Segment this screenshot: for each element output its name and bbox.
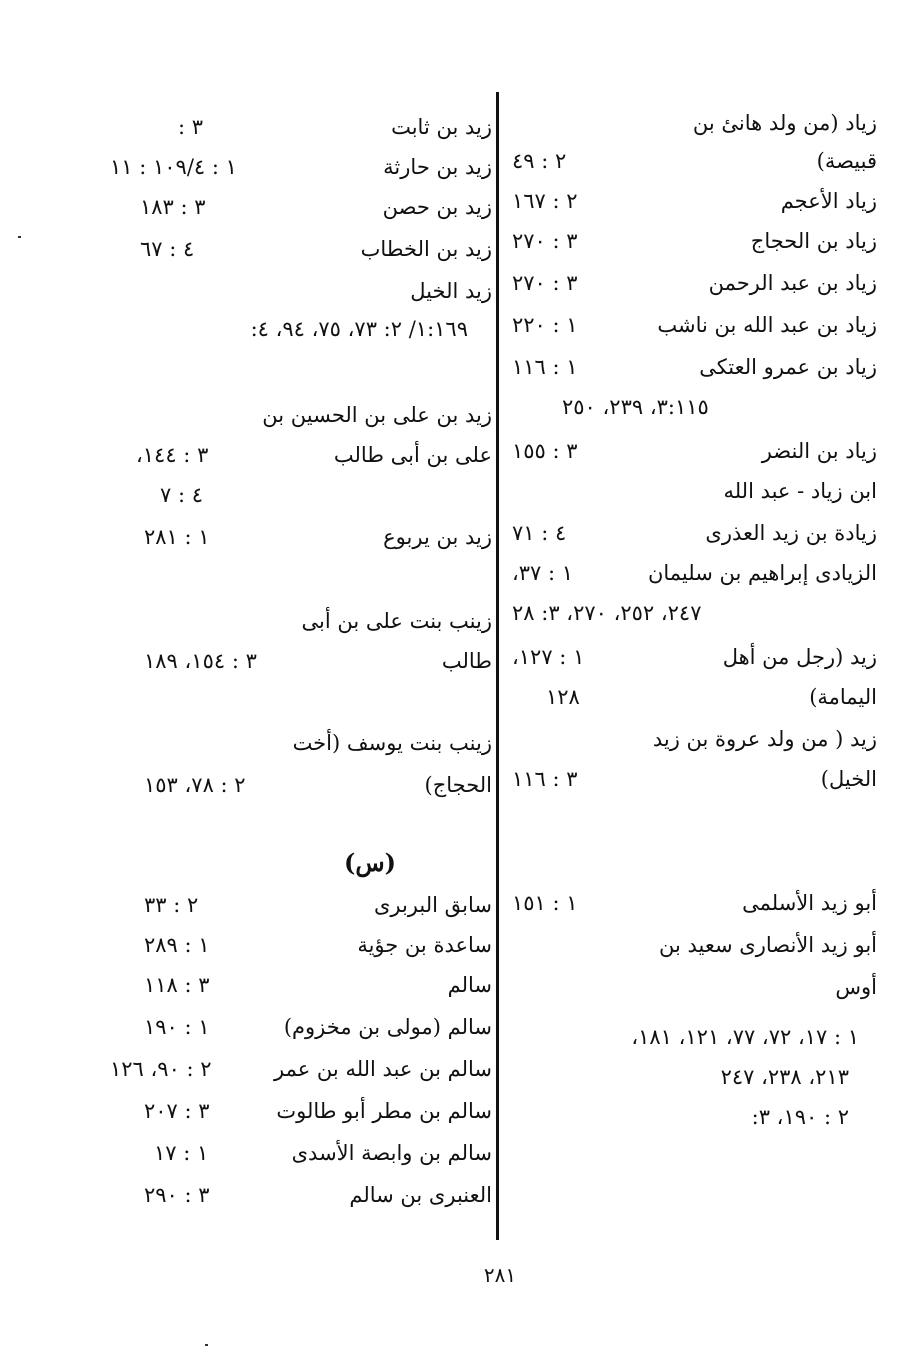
index-entry (512, 680, 877, 714)
index-entry (512, 722, 877, 756)
index-entry (110, 726, 492, 760)
index-entry (512, 516, 877, 550)
entry-name: سالم (مولى بن مخزوم) (283, 1015, 492, 1039)
entry-reference: ٤ : ٧ (160, 483, 203, 507)
index-entry-continuation (512, 596, 877, 630)
index-entry (512, 266, 877, 300)
entry-name: سالم بن عبد الله بن عمر (274, 1057, 492, 1081)
index-entry (110, 110, 492, 144)
section-heading: (س) (343, 848, 396, 877)
entry-name: زياد (من ولد هانئ بن (692, 111, 877, 135)
entry-name: زيادة بن زيد العذرى (705, 521, 877, 545)
index-entry (110, 150, 492, 184)
entry-name: طالب (441, 649, 492, 673)
entry-name: زياد بن عمرو العتكى (699, 355, 877, 379)
index-entry (110, 232, 492, 266)
entry-name: زياد بن النضر (761, 439, 877, 463)
entry-name: زيد بن حصن (382, 195, 492, 219)
index-entry (512, 928, 877, 962)
index-entry-continuation (512, 1060, 877, 1094)
entry-name: أبو زيد الأسلمى (742, 891, 877, 915)
entry-reference: ٢ : ٣٣ (144, 893, 199, 917)
entry-reference: ٣ : ٢٠٧ (144, 1099, 210, 1123)
entry-name: زياد الأعجم (780, 189, 877, 213)
entry-reference: ١ : ١٧ (154, 1141, 209, 1165)
index-entry (512, 144, 877, 178)
index-entry (512, 106, 877, 140)
index-entry (512, 970, 877, 1004)
index-entry (110, 190, 492, 224)
index-entry (110, 604, 492, 638)
entry-name: زيد بن ثابت (391, 115, 492, 139)
entry-reference: ٣ : ١٤٤، (136, 443, 209, 467)
index-entry (110, 1178, 492, 1212)
entry-name: زياد بن عبد الرحمن (708, 271, 877, 295)
entry-reference: ٤ : ٦٧ (140, 237, 195, 261)
index-entry (512, 474, 877, 508)
entry-name: أوس (835, 975, 877, 999)
entry-reference: ٢ : ١٦٧ (512, 189, 578, 213)
index-entry (512, 350, 877, 384)
entry-reference: ٢٤٧، ٢٥٢، ٢٧٠، ٣: ٢٨ (512, 601, 702, 625)
entry-name: على بن أبى طالب (333, 443, 492, 467)
entry-name: سالم (447, 973, 492, 997)
entry-reference: ١ : ١٢٧، (512, 645, 585, 669)
entry-reference: ١٢٨ (546, 685, 580, 709)
entry-name: زيد الخيل (410, 279, 492, 303)
index-entry (110, 888, 492, 922)
entry-name: قبيصة) (816, 149, 877, 173)
index-entry (512, 224, 877, 258)
index-entry-continuation (512, 390, 877, 424)
index-entry (512, 762, 877, 796)
scan-speck (18, 236, 21, 238)
entry-name: زينب بنت يوسف (أخت (292, 731, 492, 755)
entry-reference: ٢ : ٤٩ (512, 149, 567, 173)
entry-reference: ٢ : ١٩٠، ٣: (751, 1105, 849, 1129)
index-entry (512, 308, 877, 342)
entry-name: زيد (رجل من أهل (722, 645, 877, 669)
entry-reference: ٣ : ٢٧٠ (512, 271, 578, 295)
index-entry (110, 1136, 492, 1170)
entry-reference: ٢١٣، ٢٣٨، ٢٤٧ (720, 1065, 849, 1089)
index-entry (110, 274, 492, 308)
entry-name: زينب بنت على بن أبى (301, 609, 492, 633)
entry-reference: ٣ : ١١٨ (144, 973, 210, 997)
index-entry (110, 1094, 492, 1128)
entry-name: سالم بن وابصة الأسدى (291, 1141, 492, 1165)
entry-name: اليمامة) (809, 685, 877, 709)
index-entry (512, 184, 877, 218)
scan-speck (205, 1344, 208, 1346)
entry-reference: ٢ : ٩٠، ١٢٦ (110, 1057, 212, 1081)
index-entry-continuation (512, 1020, 877, 1054)
page-number: ٢٨١ (483, 1263, 517, 1287)
entry-name: زياد بن الحجاج (750, 229, 877, 253)
entry-reference: ١ : ٣٧، (512, 561, 574, 585)
entry-reference: ٣ : ١٥٤، ١٨٩ (144, 649, 257, 673)
entry-name: الخيل) (820, 767, 877, 791)
index-entry-continuation (512, 1100, 877, 1134)
index-entry (110, 438, 492, 472)
entry-name: زيد بن يربوع (383, 525, 492, 549)
index-entry (512, 886, 877, 920)
entry-reference: ١ : ١٥١ (512, 891, 578, 915)
index-entry (512, 640, 877, 674)
entry-reference: ٣:١١٥، ٢٣٩، ٢٥٠ (562, 395, 709, 419)
entry-name: سابق البربرى (373, 893, 492, 917)
index-entry (110, 968, 492, 1002)
index-entry (110, 520, 492, 554)
index-entry (512, 434, 877, 468)
entry-name: أبو زيد الأنصارى سعيد بن (659, 933, 877, 957)
entry-reference: ٣ : ١١٦ (512, 767, 578, 791)
index-entry (110, 928, 492, 962)
entry-name: ابن زياد - عبد الله (723, 479, 877, 503)
entry-name: الحجاج) (424, 773, 492, 797)
entry-name: زيد بن حارثة (383, 155, 492, 179)
index-entry (512, 556, 877, 590)
entry-reference: ١:١٦٩/ ٢: ٧٣، ٧٥، ٩٤، ٤: (250, 317, 468, 341)
entry-reference: ٣ : ٢٧٠ (512, 229, 578, 253)
entry-reference: ١ : ١٩٠ (144, 1015, 210, 1039)
entry-reference: ١ : ٢٢٠ (512, 313, 578, 337)
index-entry (110, 768, 492, 802)
entry-name: زيد ( من ولد عروة بن زيد (652, 727, 877, 751)
entry-name: زياد بن عبد الله بن ناشب (657, 313, 877, 337)
entry-reference: ١ : ٢٨١ (144, 525, 210, 549)
column-divider (496, 92, 499, 1240)
entry-name: ساعدة بن جؤية (357, 933, 492, 957)
entry-reference: ٣ : (178, 115, 204, 139)
entry-name: زيد بن الخطاب (360, 237, 492, 261)
index-entry (110, 1052, 492, 1086)
index-entry (110, 644, 492, 678)
index-entry-continuation (110, 478, 492, 512)
entry-reference: ٣ : ١٨٣ (140, 195, 206, 219)
entry-reference: ٢ : ٧٨، ١٥٣ (144, 773, 246, 797)
entry-reference: ١ : ٢٨٩ (144, 933, 210, 957)
entry-reference: ٣ : ١٥٥ (512, 439, 578, 463)
entry-name: الزيادى إبراهيم بن سليمان (647, 561, 877, 585)
index-entry (110, 398, 492, 432)
entry-name: سالم بن مطر أبو طالوت (276, 1099, 492, 1123)
entry-name: زيد بن على بن الحسين بن (262, 403, 492, 427)
index-entry (110, 1010, 492, 1044)
entry-reference: ١ : ١٠٩/٤ : ١١ (110, 155, 237, 179)
entry-reference: ١ : ١٧، ٧٢، ٧٧، ١٢١، ١٨١، (631, 1025, 859, 1049)
entry-reference: ٤ : ٧١ (512, 521, 567, 545)
entry-name: العنبرى بن سالم (349, 1183, 492, 1207)
entry-reference: ١ : ١١٦ (512, 355, 578, 379)
entry-reference: ٣ : ٢٩٠ (144, 1183, 210, 1207)
index-entry-continuation (110, 312, 492, 346)
